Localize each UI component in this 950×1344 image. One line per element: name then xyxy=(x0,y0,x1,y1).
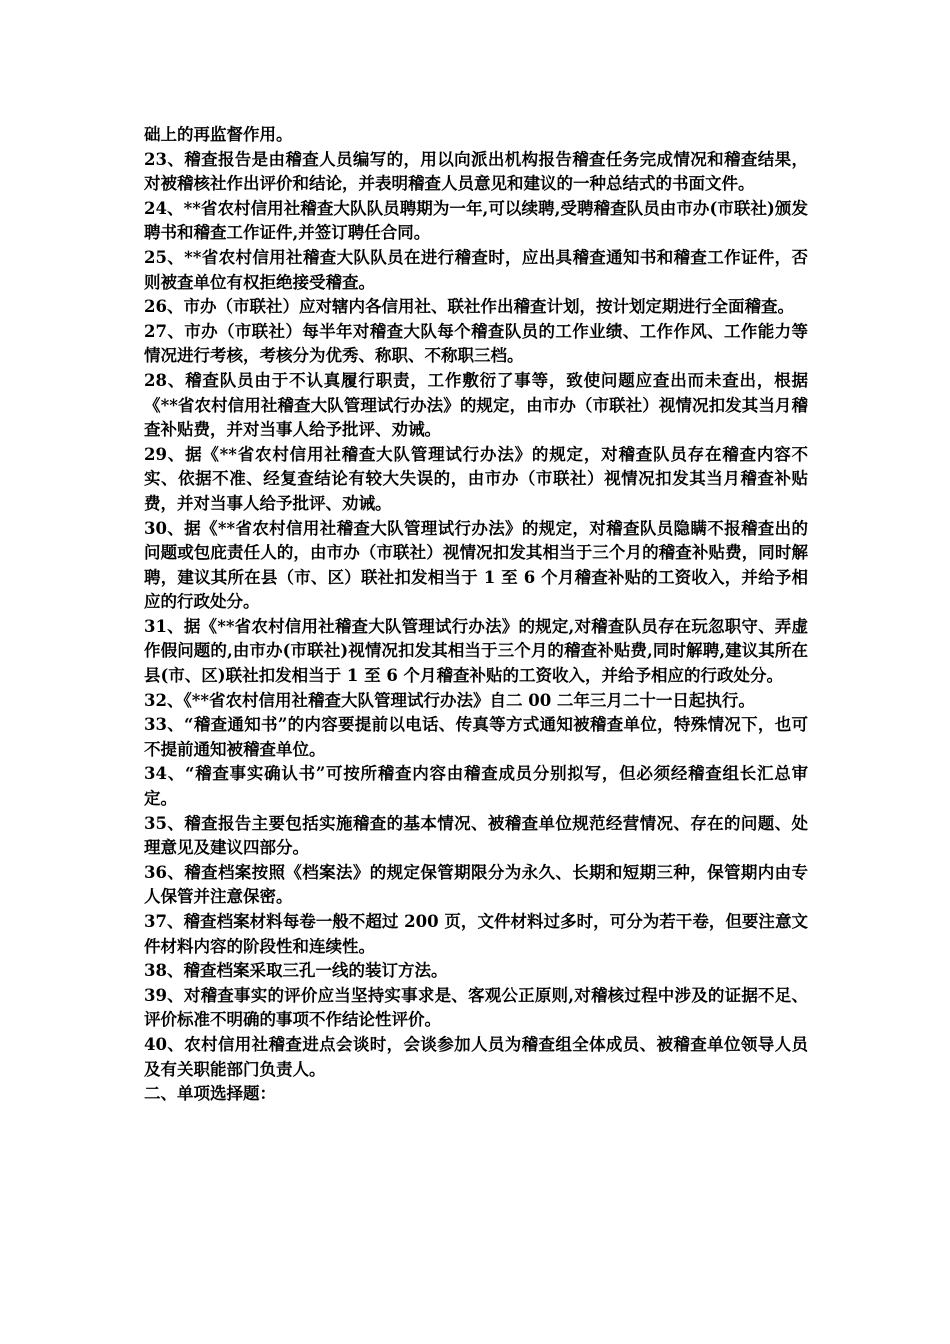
paragraph-item-36: 36、稽查档案按照《档案法》的规定保管期限分为永久、长期和短期三种，保管期内由专人保管并注意保密。 xyxy=(144,862,808,907)
paragraph-item-28: 28、稽查队员由于不认真履行职责，工作敷衍了事等，致使问题应查出而未查出，根据《**省农村信用社稽查大队管理试行办法》的规定，由市办（市联社）视情况扣发其当月稽查补贴费，并对当事人给予批评、劝诫。 xyxy=(144,370,808,440)
paragraph-item-39: 39、对稽查事实的评价应当坚持实事求是、客观公正原则,对稽核过程中涉及的证据不足、评价标准不明确的事项不作结论性评价。 xyxy=(144,985,808,1030)
paragraph-item-29: 29、据《**省农村信用社稽查大队管理试行办法》的规定，对稽查队员存在稽查内容不实、依据不准、经复查结论有较大失误的，由市办（市联社）视情况扣发其当月稽查补贴费，并对当事人给予批评、劝诫。 xyxy=(144,444,808,513)
paragraph-continuation: 础上的再监督作用。 xyxy=(144,125,293,144)
paragraph-item-40: 40、农村信用社稽查进点会谈时，会谈参加人员为稽查组全体成员、被稽查单位领导人员及有关职能部门负责人。 xyxy=(144,1034,808,1079)
paragraph-item-26: 26、市办（市联社）应对辖内各信用社、联社作出稽查计划，按计划定期进行全面稽查。 xyxy=(144,297,794,317)
paragraph-item-23: 23、稽查报告是由稽查人员编写的，用以向派出机构报告稽查任务完成情况和稽查结果，对被稽核社作出评价和结论，并表明稽查人员意见和建议的一种总结式的书面文件。 xyxy=(144,149,808,194)
paragraph-item-35: 35、稽查报告主要包括实施稽查的基本情况、被稽查单位规范经营情况、存在的问题、处理意见及建议四部分。 xyxy=(144,813,808,858)
paragraph-item-30: 30、据《**省农村信用社稽查大队管理试行办法》的规定，对稽查队员隐瞒不报稽查出的问题或包庇责任人的，由市办（市联社）视情况扣发其相当于三个月的稽查补贴费，同时解聘，建议其所在县（市、区）联社扣发相当于 1 至 6 个月稽查补贴的工资收入，并给予相应的行政处分。 xyxy=(144,518,808,612)
paragraph-item-25: 25、**省农村信用社稽查大队队员在进行稽查时，应出具稽查通知书和稽查工作证件，否则被查单位有权拒绝接受稽查。 xyxy=(144,247,808,292)
section-heading: 二、单项选择题： xyxy=(144,1084,276,1104)
paragraph-item-37: 37、稽查档案材料每卷一般不超过 200 页，文件材料过多时，可分为若干卷，但要注意文件材料内容的阶段性和连续性。 xyxy=(144,912,808,956)
paragraph-item-31: 31、据《**省农村信用社稽查大队管理试行办法》的规定,对稽查队员存在玩忽职守、弄虚作假问题的,由市办(市联社)视情况扣发其相当于三个月的稽查补贴费,同时解聘,建议其所在县(市、区)联社扣发相当于 1 至 6 个月稽查补贴的工资收入，并给予相应的行政处分。 xyxy=(144,616,808,686)
paragraph-item-34: 34、“稽查事实确认书”可按所稽查内容由稽查成员分别拟写，但必须经稽查组长汇总审定。 xyxy=(144,764,808,809)
paragraph-item-38: 38、稽查档案采取三孔一线的装订方法。 xyxy=(144,961,448,981)
paragraph-item-27: 27、市办（市联社）每半年对稽查大队每个稽查队员的工作业绩、工作作风、工作能力等情况进行考核，考核分为优秀、称职、不称职三档。 xyxy=(144,321,808,366)
paragraph-item-32: 32、《**省农村信用社稽查大队管理试行办法》自二 00 二年三月二十一日起执行。 xyxy=(144,690,755,710)
document-page xyxy=(144,123,808,1107)
paragraph-item-33: 33、“稽查通知书”的内容要提前以电话、传真等方式通知被稽查单位，特殊情况下，也可不提前通知被稽查单位。 xyxy=(144,715,808,759)
paragraph-item-24: 24、**省农村信用社稽查大队队员聘期为一年,可以续聘,受聘稽查队员由市办(市联社)颁发聘书和稽查工作证件,并签订聘任合同。 xyxy=(144,198,808,243)
